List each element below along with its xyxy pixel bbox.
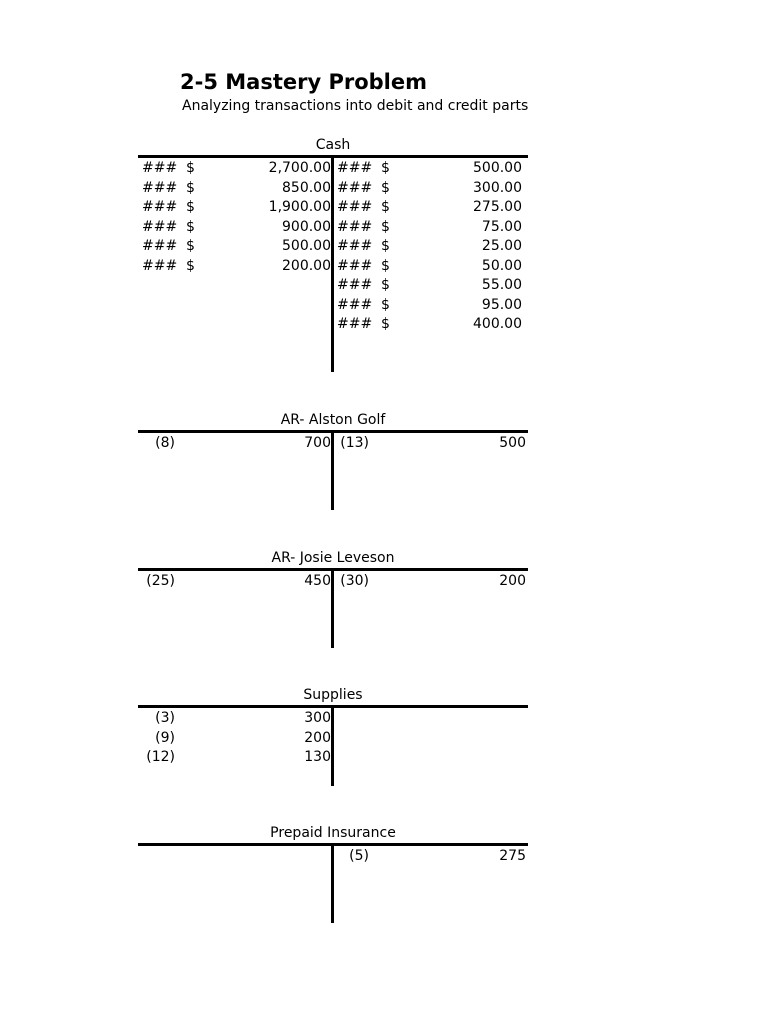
debit-side bbox=[138, 572, 331, 592]
entry-amount: 500.00 bbox=[473, 160, 522, 176]
entry-ref: ### bbox=[337, 257, 373, 274]
debit-entry bbox=[138, 748, 331, 768]
credit-entry bbox=[334, 237, 528, 257]
entry-ref: (5) bbox=[349, 848, 369, 864]
entry-ref: (25) bbox=[146, 573, 175, 589]
account-name: Prepaid Insurance bbox=[270, 825, 396, 841]
entry-amount: 700 bbox=[304, 435, 331, 451]
dollar-sign: $ bbox=[381, 316, 390, 332]
dollar-sign: $ bbox=[381, 218, 390, 235]
entry-amount: 500.00 bbox=[282, 238, 331, 254]
entry-ref: ### bbox=[337, 218, 373, 235]
entry-ref: ### bbox=[337, 160, 373, 176]
account-name: Cash bbox=[315, 137, 351, 153]
entry-ref: ### bbox=[337, 296, 373, 313]
entry-amount: 900.00 bbox=[282, 218, 331, 235]
entry-amount: 130 bbox=[304, 749, 331, 765]
entry-ref: ### bbox=[142, 238, 178, 254]
entry-ref: (8) bbox=[155, 435, 175, 451]
debit-entry bbox=[138, 709, 331, 729]
entry-ref: ### bbox=[142, 160, 178, 176]
credit-entry bbox=[334, 159, 528, 179]
dollar-sign: $ bbox=[381, 238, 390, 254]
entry-ref: (13) bbox=[340, 435, 369, 451]
entry-amount: 55.00 bbox=[481, 277, 522, 293]
dollar-sign: $ bbox=[186, 160, 195, 176]
entry-amount: 200 bbox=[499, 573, 526, 589]
credit-entry bbox=[334, 218, 528, 238]
entry-amount: 95.00 bbox=[481, 296, 522, 313]
entry-ref: ### bbox=[337, 277, 373, 293]
dollar-sign: $ bbox=[381, 160, 390, 176]
entry-ref: ### bbox=[337, 316, 373, 332]
entry-ref: ### bbox=[142, 199, 178, 215]
dollar-sign: $ bbox=[186, 238, 195, 254]
account-name: AR- Alston Golf bbox=[280, 412, 386, 428]
credit-entry bbox=[334, 296, 528, 316]
entry-ref: (9) bbox=[155, 729, 175, 746]
entry-amount: 450 bbox=[304, 573, 331, 589]
entry-amount: 200 bbox=[304, 729, 331, 746]
credit-entry bbox=[334, 847, 528, 867]
entry-amount: 200.00 bbox=[282, 257, 331, 274]
entry-amount: 1,900.00 bbox=[268, 199, 331, 215]
entry-ref: ### bbox=[142, 179, 178, 196]
dollar-sign: $ bbox=[186, 199, 195, 215]
entry-amount: 275.00 bbox=[473, 199, 522, 215]
dollar-sign: $ bbox=[381, 277, 390, 293]
debit-side bbox=[138, 434, 331, 454]
debit-entry bbox=[138, 159, 331, 179]
credit-entry bbox=[334, 276, 528, 296]
entry-amount: 2,700.00 bbox=[268, 160, 331, 176]
credit-entry bbox=[334, 198, 528, 218]
entry-ref: (12) bbox=[146, 749, 175, 765]
dollar-sign: $ bbox=[186, 218, 195, 235]
entry-amount: 300 bbox=[304, 710, 331, 726]
page-title: 2-5 Mastery Problem bbox=[180, 70, 427, 94]
entry-amount: 400.00 bbox=[473, 316, 522, 332]
credit-entry bbox=[334, 434, 528, 454]
entry-amount: 25.00 bbox=[481, 238, 522, 254]
entry-ref: ### bbox=[337, 199, 373, 215]
entry-ref: (30) bbox=[340, 573, 369, 589]
entry-amount: 75.00 bbox=[481, 218, 522, 235]
debit-entry bbox=[138, 198, 331, 218]
dollar-sign: $ bbox=[381, 296, 390, 313]
debit-entry bbox=[138, 237, 331, 257]
debit-entry bbox=[138, 434, 331, 454]
entry-ref: ### bbox=[337, 238, 373, 254]
page-subtitle: Analyzing transactions into debit and credit parts bbox=[182, 98, 529, 114]
credit-entry bbox=[334, 315, 528, 335]
credit-side bbox=[334, 159, 528, 335]
debit-side bbox=[138, 159, 331, 276]
dollar-sign: $ bbox=[381, 179, 390, 196]
entry-amount: 850.00 bbox=[282, 179, 331, 196]
account-name: Supplies bbox=[303, 687, 363, 703]
debit-side bbox=[138, 709, 331, 768]
debit-entry bbox=[138, 257, 331, 277]
entry-ref: ### bbox=[142, 218, 178, 235]
dollar-sign: $ bbox=[186, 257, 195, 274]
entry-amount: 300.00 bbox=[473, 179, 522, 196]
entry-ref: ### bbox=[337, 179, 373, 196]
entry-ref: (3) bbox=[155, 710, 175, 726]
entry-ref: ### bbox=[142, 257, 178, 274]
account-name: AR- Josie Leveson bbox=[271, 550, 395, 566]
credit-entry bbox=[334, 179, 528, 199]
credit-side bbox=[334, 572, 528, 592]
debit-entry bbox=[138, 572, 331, 592]
entry-amount: 275 bbox=[499, 848, 526, 864]
t-account-divider bbox=[331, 705, 334, 786]
dollar-sign: $ bbox=[381, 199, 390, 215]
debit-entry bbox=[138, 729, 331, 749]
credit-entry bbox=[334, 257, 528, 277]
debit-entry bbox=[138, 179, 331, 199]
debit-entry bbox=[138, 218, 331, 238]
credit-side bbox=[334, 434, 528, 454]
entry-amount: 500 bbox=[499, 435, 526, 451]
dollar-sign: $ bbox=[381, 257, 390, 274]
credit-entry bbox=[334, 572, 528, 592]
credit-side bbox=[334, 847, 528, 867]
dollar-sign: $ bbox=[186, 179, 195, 196]
entry-amount: 50.00 bbox=[481, 257, 522, 274]
